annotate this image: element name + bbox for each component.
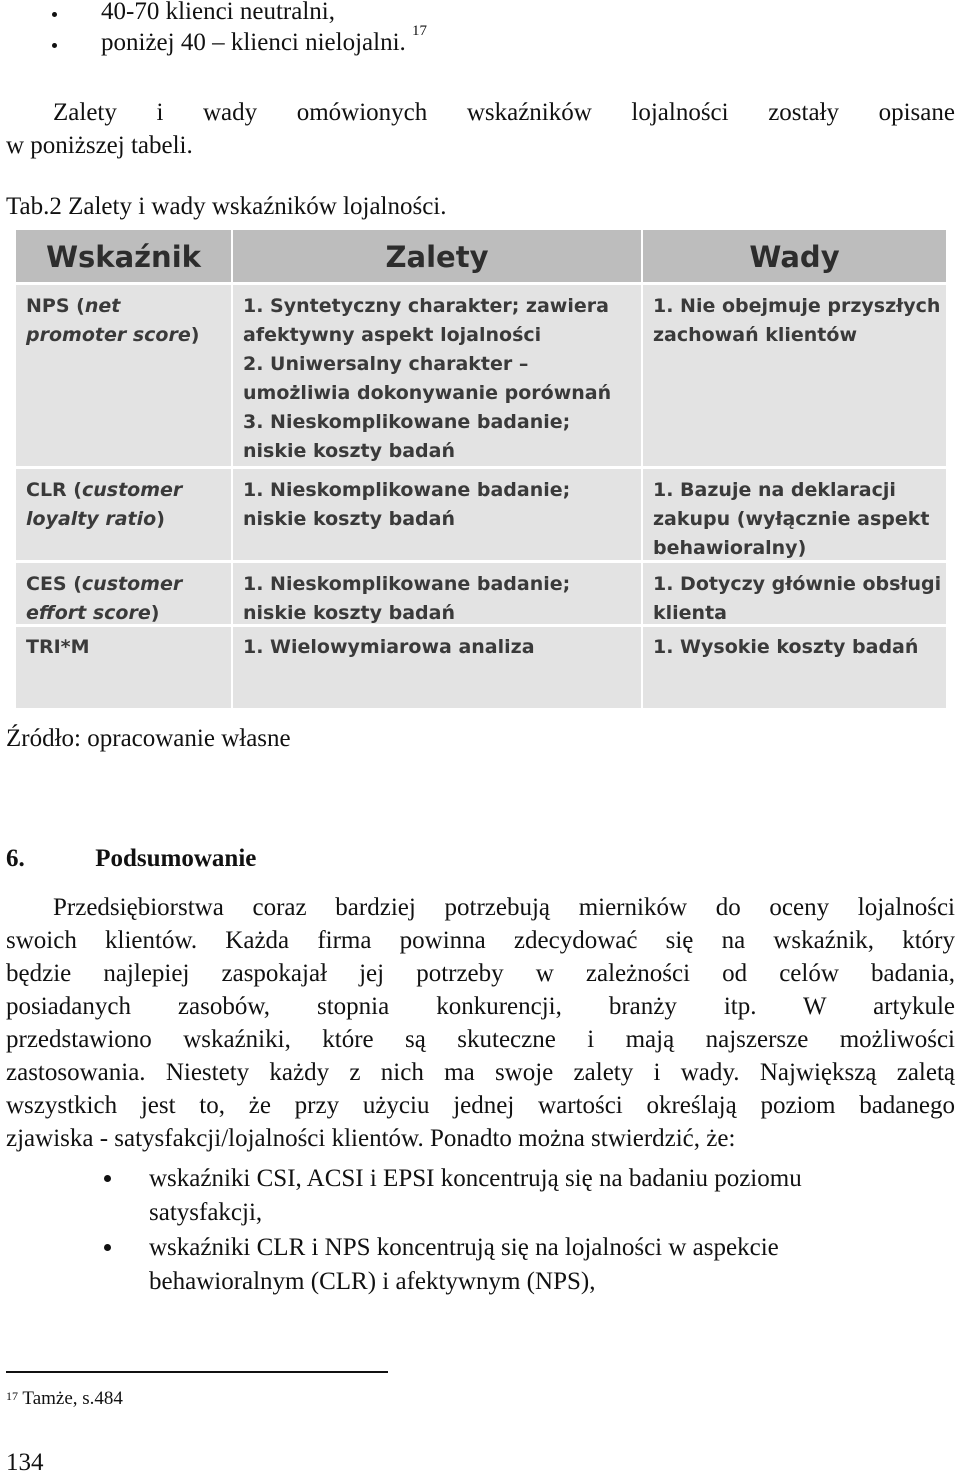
cell-line: 1. Nie obejmuje przyszłych xyxy=(653,295,941,317)
cell-line: loyalty ratio) xyxy=(26,508,165,530)
section-title: Podsumowanie xyxy=(95,845,257,872)
table-source: Źródło: opracowanie własne xyxy=(6,725,291,752)
table-cell-cons xyxy=(653,476,929,563)
paragraph-line: swoich klientów. Każda firma powinna zdecydować się na wskaźnik, który xyxy=(6,927,955,954)
table-cell-cons xyxy=(653,292,940,350)
footnote-number: 17 xyxy=(6,1389,18,1403)
cell-line: niskie koszty badań xyxy=(243,602,455,624)
cell-line: 1. Bazuje na deklaracji xyxy=(653,479,896,501)
paragraph-line: zastosowania. Niestety każdy z nich ma swoje zalety i wady. Największą zaletą xyxy=(6,1059,955,1086)
cell-line: behawioralny) xyxy=(653,537,807,559)
row-divider xyxy=(16,466,946,469)
cell-line: 1. Nieskomplikowane badanie; xyxy=(243,573,571,595)
footnote xyxy=(6,1384,123,1414)
table-caption: Tab.2 Zalety i wady wskaźników lojalności. xyxy=(6,193,447,220)
cell-line: NPS (net xyxy=(26,295,121,317)
table-cell-indicator xyxy=(26,633,90,662)
table-cell-cons xyxy=(653,570,941,628)
bullet-icon xyxy=(104,1244,111,1251)
cell-line: 1. Syntetyczny charakter; zawiera xyxy=(243,295,609,317)
footnote-separator xyxy=(6,1371,388,1373)
cell-line: afektywny aspekt lojalności xyxy=(243,324,542,346)
cell-line: 1. Nieskomplikowane badanie; xyxy=(243,479,571,501)
row-divider xyxy=(16,282,946,285)
summary-paragraph xyxy=(6,891,955,1155)
intro-word: wskaźników xyxy=(466,99,592,126)
cell-line: zachowań klientów xyxy=(653,324,857,346)
table-cell-pros xyxy=(243,633,535,662)
paragraph-line: będzie najlepiej zaspokajał jej potrzeby w zależności od celów badania, xyxy=(6,960,955,987)
intro-word: zostały xyxy=(768,99,840,126)
comparison-table xyxy=(16,230,946,708)
table-cell-pros xyxy=(243,476,570,534)
intro-word: i xyxy=(156,99,164,126)
cell-line: klienta xyxy=(653,602,727,624)
table-header-pros: Zalety xyxy=(233,230,641,282)
cell-line: CES (customer xyxy=(26,573,183,595)
table-cell-indicator xyxy=(26,292,199,350)
list-item-text: poniżej 40 – klienci nielojalni. $^{17}$ xyxy=(101,23,428,56)
intro-line-2: w poniższej tabeli. xyxy=(6,132,193,159)
cell-line: 1. Wysokie koszty badań xyxy=(653,636,919,658)
footnote-text: Tamże, s.484 xyxy=(22,1388,123,1409)
list-item-text: 40-70 klienci neutralni, xyxy=(101,0,335,25)
table-header-cons: Wady xyxy=(643,230,946,282)
cell-line: niskie koszty badań xyxy=(243,440,455,462)
paragraph-line: Przedsiębiorstwa coraz bardziej potrzebują mierników do oceny lojalności xyxy=(53,894,955,921)
bullet-text: wskaźniki CSI, ACSI i EPSI koncentrują się na badaniu poziomu xyxy=(149,1165,802,1192)
table-cell-cons xyxy=(653,633,918,662)
cell-line: effort score) xyxy=(26,602,160,624)
cell-line: promoter score) xyxy=(26,324,200,346)
intro-word: Zalety xyxy=(53,99,117,126)
bullet-icon xyxy=(104,1175,111,1182)
paragraph-line: przedstawiono wskaźniki, które są skuteczne i mają najszersze możliwości xyxy=(6,1026,955,1053)
paragraph-line: wszystkich jest to, że przy użyciu jednej wartości określają poziom badanego xyxy=(6,1092,955,1119)
cell-line: 2. Uniwersalny charakter – xyxy=(243,353,529,375)
bullet-text: satysfakcji, xyxy=(149,1199,263,1226)
table-cell-indicator xyxy=(26,476,182,534)
cell-line: 1. Dotyczy głównie obsługi xyxy=(653,573,942,595)
cell-line: niskie koszty badań xyxy=(243,508,455,530)
cell-line: zakupu (wyłącznie aspekt xyxy=(653,508,930,530)
section-heading xyxy=(6,842,256,875)
intro-word: omówionych xyxy=(296,99,428,126)
bullet-text: behawioralnym (CLR) i afektywnym (NPS), xyxy=(149,1268,596,1295)
cell-line: 1. Wielowymiarowa analiza xyxy=(243,636,535,658)
section-number: 6. xyxy=(6,845,25,872)
footnote-ref: 17 xyxy=(412,23,428,39)
table-header-indicator: Wskaźnik xyxy=(16,230,231,282)
cell-line: umożliwia dokonywanie porównań xyxy=(243,382,612,404)
page-number: 134 xyxy=(6,1449,44,1476)
cell-line: 3. Nieskomplikowane badanie; xyxy=(243,411,571,433)
table-cell-pros xyxy=(243,292,611,466)
intro-word: lojalności xyxy=(631,99,729,126)
cell-line: TRI*M xyxy=(26,636,90,658)
intro-word: wady xyxy=(202,99,258,126)
paragraph-line: posiadanych zasobów, stopnia konkurencji, branży itp. W artykule xyxy=(6,993,955,1020)
bullet-text: wskaźniki CLR i NPS koncentrują się na lojalności w aspekcie xyxy=(149,1234,779,1261)
intro-word: opisane xyxy=(878,99,955,126)
column-divider xyxy=(231,230,233,708)
table-cell-pros xyxy=(243,570,570,628)
intro-line-1 xyxy=(53,96,955,129)
table-cell-indicator xyxy=(26,570,182,628)
paragraph-line: zjawiska - satysfakcji/lojalności klientów. Ponadto można stwierdzić, że: xyxy=(6,1125,736,1152)
cell-line: CLR (customer xyxy=(26,479,183,501)
column-divider xyxy=(641,230,643,708)
